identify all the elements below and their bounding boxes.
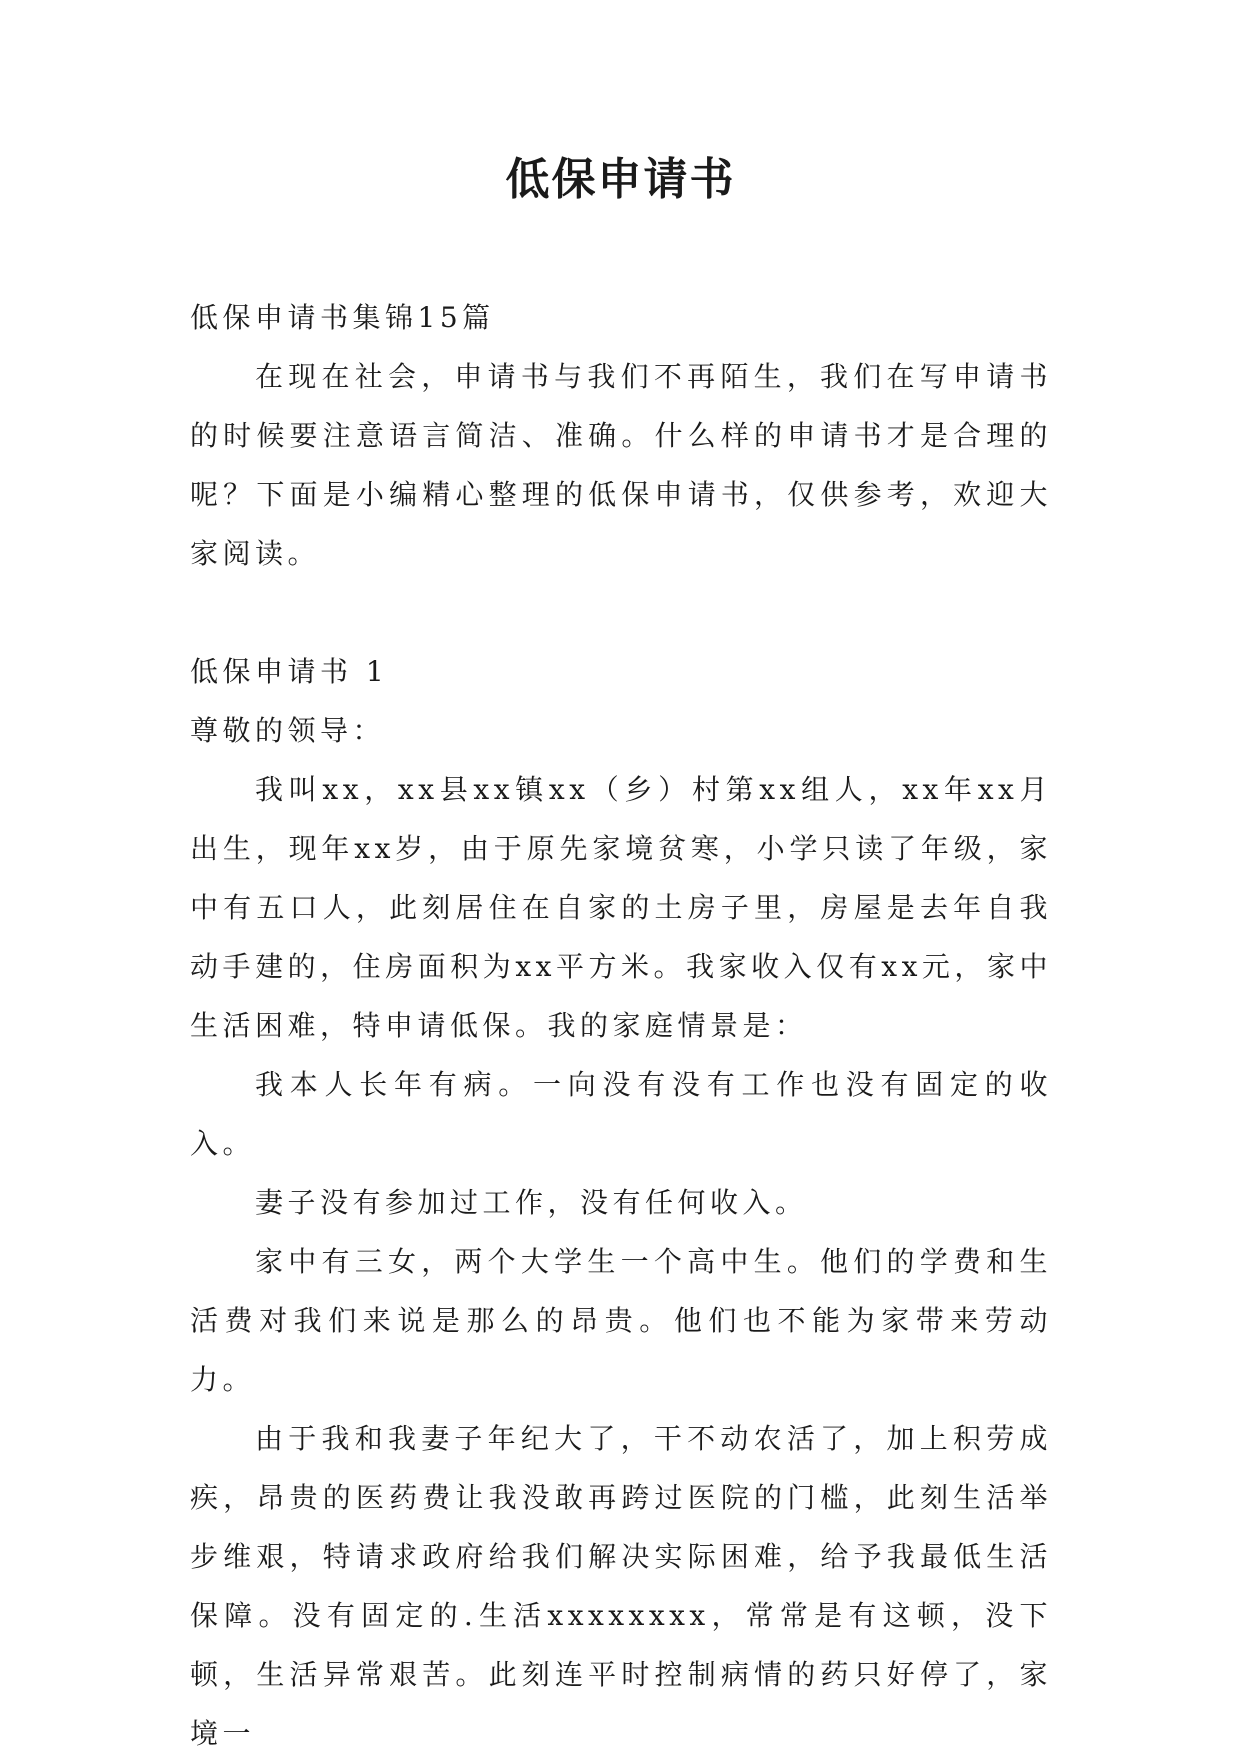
body-paragraph: 我本人长年有病。一向没有没有工作也没有固定的收入。 <box>190 1068 1052 1160</box>
body-paragraph: 我叫xx，xx县xx镇xx（乡）村第xx组人，xx年xx月出生，现年xx岁，由于原先家境贫寒，小学只读了年级，家中有五口人，此刻居住在自家的土房子里，房屋是去年自我动手建的，住房面积为xx平方米。我家收入仅有xx元，家中生活困难，特申请低保。我的家庭情景是： <box>190 773 1052 1042</box>
section-spacer <box>190 583 1052 642</box>
body-paragraph: 由于我和我妻子年纪大了，干不动农活了，加上积劳成疾，昂贵的医药费让我没敢再跨过医院的门槛，此刻生活举步维艰，特请求政府给我们解决实际困难，给予我最低生活保障。没有固定的.生活xxxxxxxx，常常是有这顿，没下顿，生活异常艰苦。此刻连平时控制病情的药只好停了，家境一 <box>190 1422 1052 1750</box>
body-paragraph: 妻子没有参加过工作，没有任何收入。 <box>255 1186 808 1219</box>
body-paragraph: 家中有三女，两个大学生一个高中生。他们的学费和生活费对我们来说是那么的昂贵。他们也不能为家带来劳动力。 <box>190 1245 1052 1396</box>
salutation: 尊敬的领导： <box>190 714 386 747</box>
document-title: 低保申请书 <box>505 154 736 205</box>
section-heading: 低保申请书 1 <box>190 655 389 688</box>
document-subtitle: 低保申请书集锦15篇 <box>190 301 495 334</box>
intro-paragraph: 在现在社会，申请书与我们不再陌生，我们在写申请书的时候要注意语言简洁、准确。什么样的申请书才是合理的呢？下面是小编精心整理的低保申请书，仅供参考，欢迎大家阅读。 <box>190 360 1052 570</box>
document-body <box>190 288 1052 1763</box>
